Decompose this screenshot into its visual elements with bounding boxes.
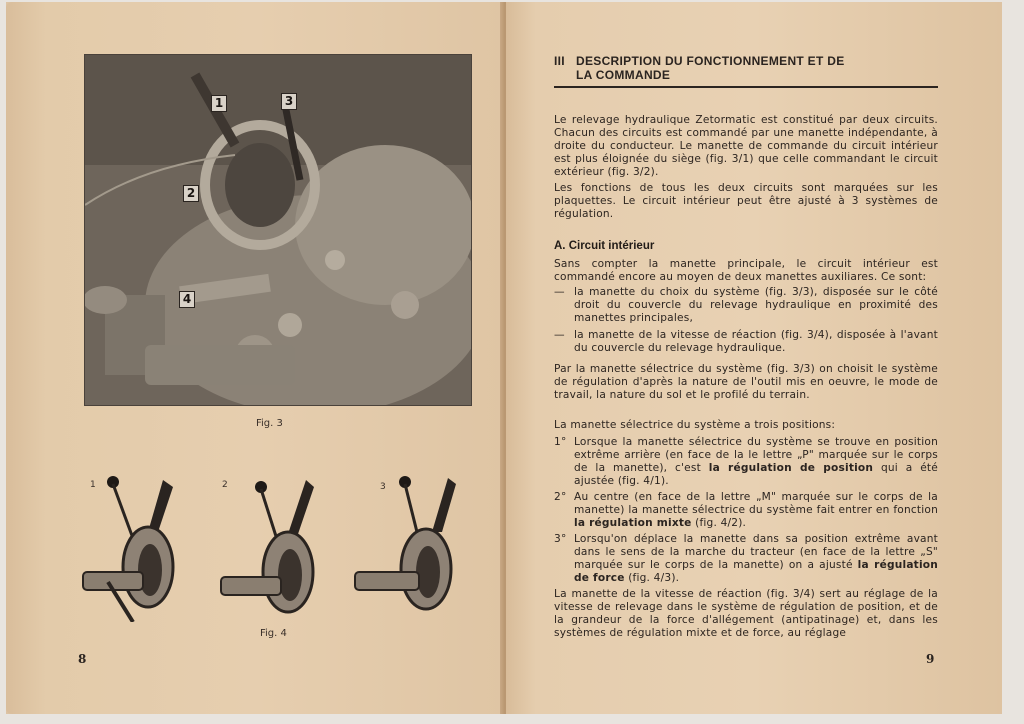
position-bold-text: la régulation mixte — [574, 517, 692, 530]
fig4-caption: Fig. 4 — [260, 628, 287, 639]
section-heading — [554, 54, 938, 82]
list-item-dash-2 — [554, 329, 938, 355]
lever-position-1-illustration — [78, 472, 188, 622]
list-item-position-1 — [554, 436, 938, 488]
lever-position-2-illustration — [216, 472, 326, 622]
position-bold-text: la régulation de position — [708, 462, 874, 475]
list-item-dash-1 — [554, 286, 938, 325]
subheading-circuit-interieur: A. Circuit intérieur — [554, 240, 655, 252]
list-item-position-3 — [554, 533, 938, 585]
lever-number-2: 2 — [222, 480, 228, 490]
list-item-text: la manette du choix du système (fig. 3/3), disposée sur le côté droit du couvercle du relevage hydraulique en proximité des manettes principales, — [574, 286, 938, 325]
photo-label-1: 1 — [211, 95, 227, 112]
position-marker: 3° — [554, 533, 567, 545]
heading-rule — [554, 86, 938, 88]
section-title-line1: DESCRIPTION DU FONCTIONNEMENT ET DE — [576, 54, 845, 68]
dash-marker: — — [554, 329, 565, 341]
position-marker: 2° — [554, 491, 567, 503]
section-number: III — [554, 54, 565, 68]
position-text-end: (fig. 4/3). — [624, 572, 680, 585]
lever-position-3-illustration — [350, 472, 460, 622]
paragraph-functions: Les fonctions de tous les deux circuits sont marquées sur les plaquettes. Le circuit intérieur peut être ajusté à 3 systèmes de régulation. — [554, 182, 938, 221]
list-item-text: la manette de la vitesse de réaction (fig. 3/4), disposée à l'avant du couvercle du relevage hydraulique. — [574, 329, 938, 355]
lever-number-1: 1 — [90, 480, 96, 490]
photo-label-3: 3 — [281, 93, 297, 110]
paragraph-intro: Le relevage hydraulique Zetormatic est constitué par deux circuits. Chacun des circuits est commandé par une manette indépendante, à droite du conducteur. Le manette de commande du circuit intérieur est plus éloignée du siège (fig. 3/1) que celle commandant le circuit extérieur (fig. 3/2). — [554, 114, 938, 179]
position-text: Lorsque la manette sélectrice du système se trouve en position extrême arrière (en face de la le lettre „P" marquée sur le corps de la manette), c'est — [574, 436, 938, 475]
paragraph-positions-intro: La manette sélectrice du système a trois positions: — [554, 419, 836, 431]
paragraph-auxiliary: Sans compter la manette principale, le circuit intérieur est commandé encore au moyen de deux manettes auxiliares. Ce sont: — [554, 258, 938, 284]
position-bold-text: la régulation de force — [574, 559, 938, 585]
fig3-caption: Fig. 3 — [256, 418, 283, 429]
paragraph-selector: Par la manette sélectrice du système (fig. 3/3) on choisit le système de régulation d'après la nature de l'outil mis en oeuvre, le mode de travail, la nature du sol et le profilé du terrain. — [554, 363, 938, 402]
position-text-end: qui a été ajustée (fig. 4/1). — [574, 462, 938, 488]
list-item-position-2 — [554, 491, 938, 530]
photo-label-4: 4 — [179, 291, 195, 308]
page-number-left: 8 — [78, 652, 87, 666]
section-title-line2: LA COMMANDE — [576, 68, 671, 82]
dash-marker: — — [554, 286, 565, 298]
lever-number-3: 3 — [380, 482, 386, 492]
position-text-end: (fig. 4/2). — [691, 517, 747, 530]
booklet-spread — [6, 2, 1002, 714]
photo-label-2: 2 — [183, 185, 199, 202]
position-text: Lorsqu'on déplace la manette dans sa position extrême avant dans le sens de la marche du tracteur (en face de la lettre „S" marquée sur le corps de la manette) on a ajusté — [574, 533, 938, 572]
page-number-right: 9 — [926, 652, 935, 666]
paragraph-reaction-speed: La manette de la vitesse de réaction (fig. 3/4) sert au réglage de la vitesse de relevage dans le système de régulation de position, et de la grandeur de la force d'allégement (antipatinage) et, dans les systèmes de régulation mixte et de force, au réglage — [554, 588, 938, 640]
tractor-hydraulics-photo — [84, 54, 472, 406]
position-marker: 1° — [554, 436, 567, 448]
left-page — [6, 2, 504, 714]
position-text: Au centre (en face de la lettre „M" marquée sur le corps de la manette) la manette sélectrice du système fait entrer en fonction — [574, 491, 938, 517]
